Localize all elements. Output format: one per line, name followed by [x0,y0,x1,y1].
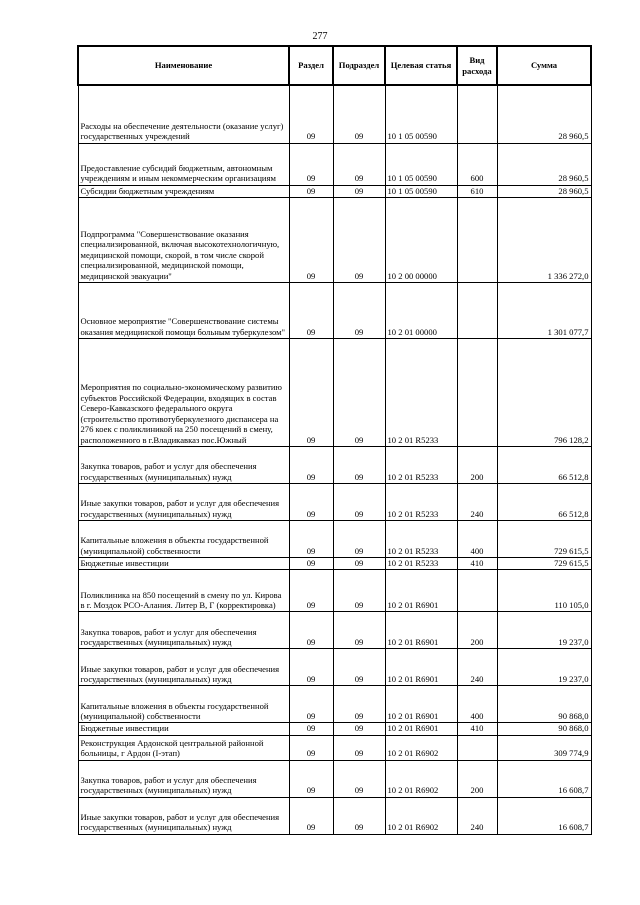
row-amount: 28 960,5 [497,185,591,197]
table-row [78,282,591,338]
row-amount: 66 512,8 [497,483,591,520]
row-expense-type [457,735,497,760]
table-row [78,143,591,185]
row-amount: 1 301 077,7 [497,282,591,338]
table-row [78,686,591,723]
row-target: 10 2 01 R6902 [385,760,457,797]
row-name: Мероприятия по социально-экономическому развитию субъектов Российской Федерации, входящих в состав Северо-Кавказского федерального округа (строительство противотуберкулезного диспансера на 276 коек с поликлиникой на 250 посещений в смену, расположенного в г.Владикавказ пос.Южный [78,338,289,446]
row-amount: 796 128,2 [497,338,591,446]
row-expense-type: 400 [457,520,497,557]
row-amount: 309 774,9 [497,735,591,760]
table-row [78,557,591,569]
row-subsection: 09 [333,185,385,197]
row-target: 10 1 05 00590 [385,143,457,185]
row-name: Иные закупки товаров, работ и услуг для обеспечения государственных (муниципальных) нужд [78,797,289,834]
row-target: 10 1 05 00590 [385,85,457,143]
row-amount: 90 868,0 [497,686,591,723]
row-amount: 16 608,7 [497,797,591,834]
row-subsection: 09 [333,197,385,282]
budget-table [77,45,592,835]
row-subsection: 09 [333,686,385,723]
row-expense-type: 410 [457,723,497,735]
table-row [78,197,591,282]
row-name: Капитальные вложения в объекты государственной (муниципальной) собственности [78,686,289,723]
table-row [78,446,591,483]
row-target: 10 2 01 R6901 [385,686,457,723]
row-section: 09 [289,735,333,760]
row-subsection: 09 [333,85,385,143]
row-subsection: 09 [333,282,385,338]
row-expense-type [457,338,497,446]
row-expense-type [457,197,497,282]
row-expense-type: 240 [457,483,497,520]
row-target: 10 2 01 R6902 [385,797,457,834]
table-row [78,570,591,612]
row-target: 10 2 01 00000 [385,282,457,338]
row-target: 10 2 01 R6901 [385,612,457,649]
row-section: 09 [289,686,333,723]
row-section: 09 [289,520,333,557]
row-target: 10 1 05 00590 [385,185,457,197]
row-section: 09 [289,185,333,197]
row-expense-type: 200 [457,760,497,797]
row-subsection: 09 [333,520,385,557]
row-section: 09 [289,723,333,735]
row-name: Закупка товаров, работ и услуг для обеспечения государственных (муниципальных) нужд [78,612,289,649]
header-target: Целевая статья [385,46,457,85]
row-amount: 729 615,5 [497,520,591,557]
row-section: 09 [289,760,333,797]
row-subsection: 09 [333,723,385,735]
row-amount: 28 960,5 [497,143,591,185]
table-row [78,185,591,197]
row-target: 10 2 01 R6901 [385,723,457,735]
row-target: 10 2 01 R6901 [385,649,457,686]
row-target: 10 2 01 R6902 [385,735,457,760]
row-section: 09 [289,338,333,446]
row-amount: 19 237,0 [497,612,591,649]
row-amount: 28 960,5 [497,85,591,143]
header-subsection: Подраздел [333,46,385,85]
row-section: 09 [289,797,333,834]
row-amount: 1 336 272,0 [497,197,591,282]
row-section: 09 [289,483,333,520]
table-row [78,85,591,143]
header-amount: Сумма [497,46,591,85]
row-name: Подпрограмма "Совершенствование оказания специализированной, включая высокотехнологичную, медицинской помощи, скорой, в том числе скорой специализированной, медицинской помощи, медицинской эвакуации" [78,197,289,282]
row-target: 10 2 01 R5233 [385,520,457,557]
row-expense-type: 610 [457,185,497,197]
table-row [78,612,591,649]
row-section: 09 [289,612,333,649]
row-subsection: 09 [333,760,385,797]
row-target: 10 2 01 R5233 [385,446,457,483]
row-expense-type [457,570,497,612]
row-target: 10 2 01 R6901 [385,570,457,612]
row-section: 09 [289,649,333,686]
row-expense-type [457,85,497,143]
table-row [78,520,591,557]
row-name: Закупка товаров, работ и услуг для обеспечения государственных (муниципальных) нужд [78,446,289,483]
row-subsection: 09 [333,338,385,446]
row-name: Предоставление субсидий бюджетным, автономным учреждениям и иным некоммерческим организациям [78,143,289,185]
row-name: Капитальные вложения в объекты государственной (муниципальной) собственности [78,520,289,557]
row-amount: 66 512,8 [497,446,591,483]
row-subsection: 09 [333,797,385,834]
header-section: Раздел [289,46,333,85]
table-row [78,483,591,520]
row-name: Иные закупки товаров, работ и услуг для обеспечения государственных (муниципальных) нужд [78,483,289,520]
row-target: 10 2 01 R5233 [385,483,457,520]
row-section: 09 [289,85,333,143]
row-target: 10 2 01 R5233 [385,338,457,446]
row-expense-type [457,282,497,338]
row-subsection: 09 [333,143,385,185]
row-name: Бюджетные инвестиции [78,723,289,735]
row-target: 10 2 00 00000 [385,197,457,282]
table-header [78,46,591,85]
table-body [78,85,591,834]
table-row [78,649,591,686]
header-name: Наименование [78,46,289,85]
row-expense-type: 200 [457,612,497,649]
row-subsection: 09 [333,446,385,483]
row-amount: 19 237,0 [497,649,591,686]
row-name: Закупка товаров, работ и услуг для обеспечения государственных (муниципальных) нужд [78,760,289,797]
row-name: Расходы на обеспечение деятельности (оказание услуг) государственных учреждений [78,85,289,143]
row-name: Реконструкция Ардонской центральной районной больницы, г Ардон (I-этап) [78,735,289,760]
row-section: 09 [289,570,333,612]
row-section: 09 [289,197,333,282]
table-row [78,760,591,797]
row-target: 10 2 01 R5233 [385,557,457,569]
row-section: 09 [289,282,333,338]
table-row [78,723,591,735]
page-number: 277 [312,31,328,42]
row-amount: 16 608,7 [497,760,591,797]
row-expense-type: 410 [457,557,497,569]
row-section: 09 [289,557,333,569]
row-name: Основное мероприятие "Совершенствование системы оказания медицинской помощи больным туберкулезом" [78,282,289,338]
row-amount: 729 615,5 [497,557,591,569]
row-expense-type: 240 [457,649,497,686]
table-row [78,338,591,446]
row-expense-type: 200 [457,446,497,483]
row-name: Субсидии бюджетным учреждениям [78,185,289,197]
row-amount: 110 105,0 [497,570,591,612]
header-expense-type: Вид расхода [457,46,497,85]
row-subsection: 09 [333,483,385,520]
row-amount: 90 868,0 [497,723,591,735]
table-row [78,797,591,834]
row-expense-type: 400 [457,686,497,723]
row-name: Иные закупки товаров, работ и услуг для обеспечения государственных (муниципальных) нужд [78,649,289,686]
row-expense-type: 600 [457,143,497,185]
row-subsection: 09 [333,735,385,760]
row-section: 09 [289,446,333,483]
row-subsection: 09 [333,649,385,686]
row-name: Бюджетные инвестиции [78,557,289,569]
row-section: 09 [289,143,333,185]
row-expense-type: 240 [457,797,497,834]
table-row [78,735,591,760]
row-subsection: 09 [333,557,385,569]
row-name: Поликлиника на 850 посещений в смену по ул. Кирова в г. Моздок РСО-Алания. Литер В, Г (корректировка) [78,570,289,612]
row-subsection: 09 [333,612,385,649]
row-subsection: 09 [333,570,385,612]
